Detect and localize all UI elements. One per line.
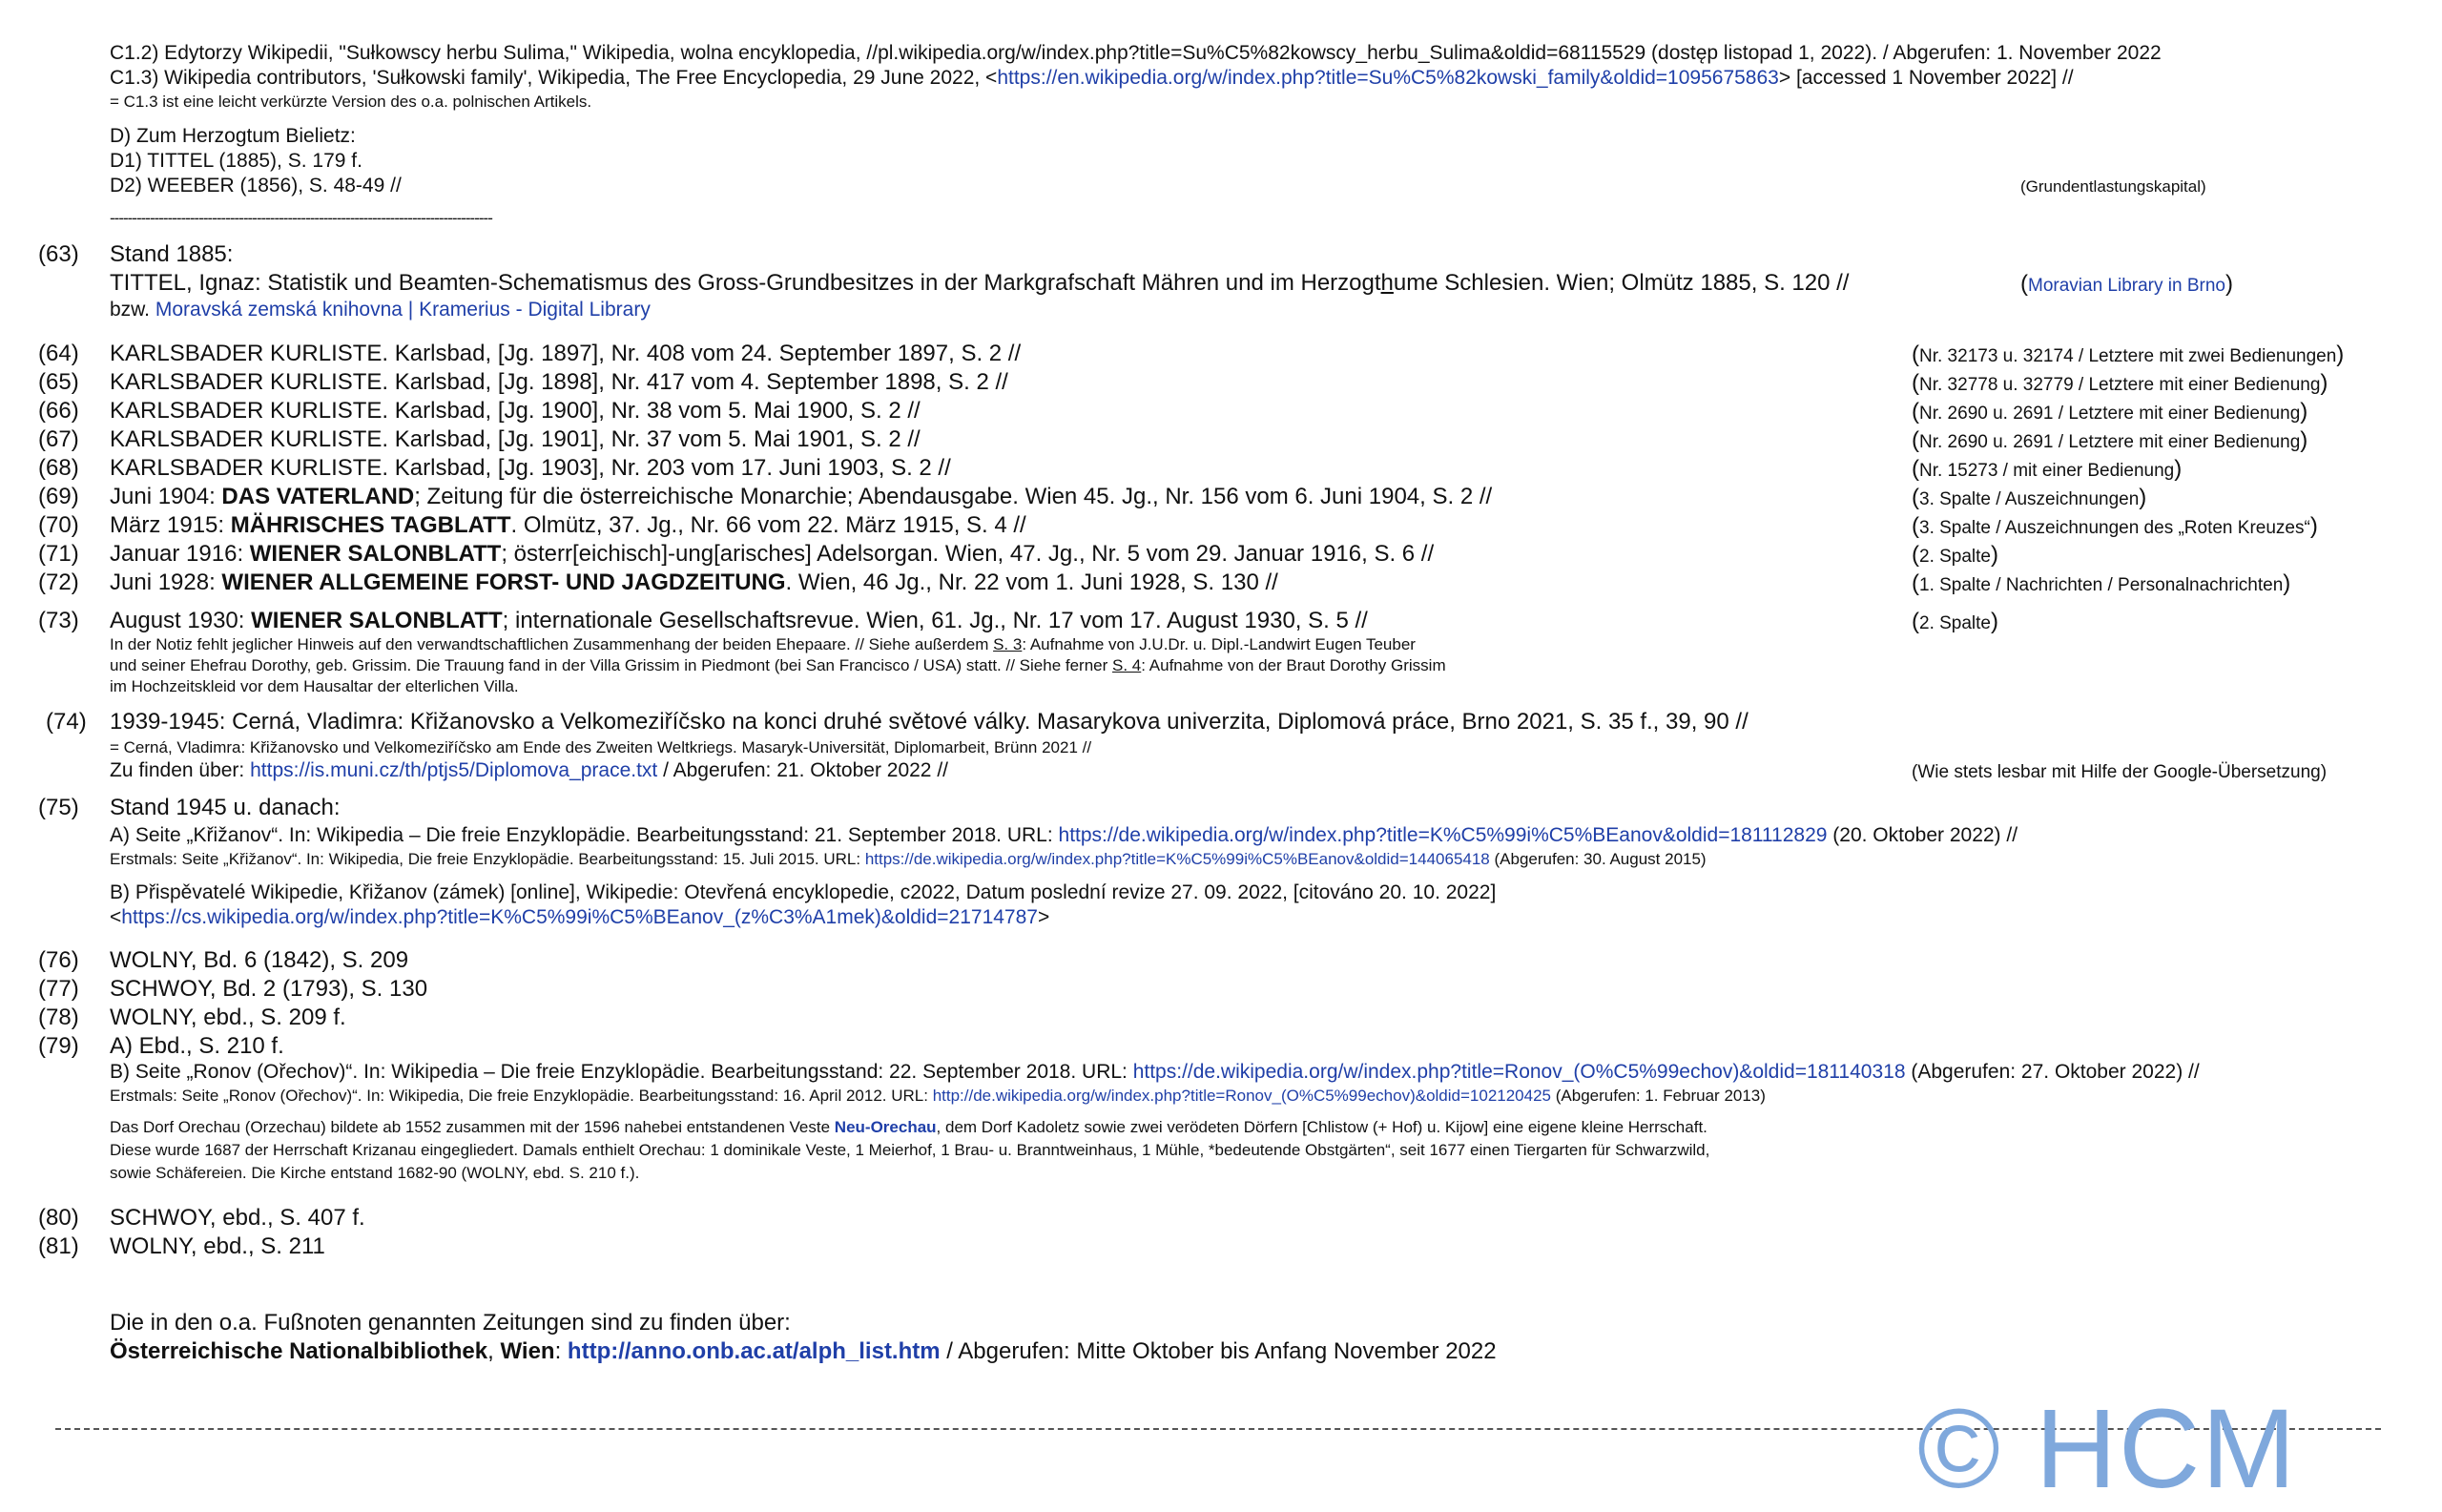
wiki-link-krizanov[interactable]: https://de.wikipedia.org/w/index.php?title=K%C5%99i%C5%BEanov&oldid=181112829 [1058,824,1828,846]
citation-c1-2: C1.2) Edytorzy Wikipedii, "Sułkowscy herbu Sulima," Wikipedia, wolna encyklopedia, //pl.wikipedia.org/w/index.php?title=Su%C5%82kowscy_herbu_Sulima&oldid=68115529 (dostęp listopad 1, 2022). / Abgerufen: 1. November 2022 [110,42,2162,64]
ref-text: Januar 1916: [110,541,250,567]
footnote-text: WOLNY, ebd., S. 209 f. [110,1005,346,1030]
footnote-73 [110,608,1368,634]
find-text: Zu finden über: [110,759,251,781]
footnote-text: WOLNY, ebd., S. 211 [110,1233,325,1259]
footnote-71 [110,541,1434,568]
footnote-79-b2 [110,1087,1766,1106]
ref-text: TITTEL, Ignaz: Statistik und Beamten-Schematismus des Gross-Grundbesitzes in der Markgrafschaft Mähren und im Herzogt [110,270,1381,296]
citation-d2: D2) WEEBER (1856), S. 48-49 // [110,175,402,197]
ref-text: B) Seite „Ronov (Ořechov)“. In: Wikipedia – Die freie Enzyklopädie. Bearbeitungsstand: 22. September 2018. URL: [110,1061,1133,1083]
side-text: Nr. 15273 / mit einer Bedienung [1919,461,2175,481]
ref-text: Erstmals: Seite „Křižanov“. In: Wikipedia, Die freie Enzyklopädie. Bearbeitungsstand: 15. Juli 2015. URL: [110,850,865,868]
side-text: 1. Spalte / Nachrichten / Personalnachrichten [1919,575,2284,595]
footnote-text: SCHWOY, Bd. 2 (1793), S. 130 [110,976,428,1002]
newspaper-title: WIENER SALONBLATT [249,541,502,567]
footnote-text: KARLSBADER KURLISTE. Karlsbad, [Jg. 1900], Nr. 38 vom 5. Mai 1900, S. 2 // [110,398,921,424]
wiki-link-ronov[interactable]: https://de.wikipedia.org/w/index.php?title=Ronov_(O%C5%99echov)&oldid=181140318 [1132,1061,1906,1083]
footnote-73-note [110,656,1446,675]
side-text: Nr. 32173 u. 32174 / Letztere mit zwei Bedienungen [1919,346,2337,366]
footnote-75-b: B) Přispěvatelé Wikipedie, Křižanov (zámek) [online], Wikipedie: Otevřená encyklopedie, c2022, Datum poslední revize 27. 09. 2022, [citováno 20. 10. 2022] [110,881,1497,903]
side-note: (Nr. 15273 / mit einer Bedienung) [1912,456,2183,482]
footnote-63-side [2020,271,2233,298]
ref-text: Juni 1928: [110,570,222,595]
side-note: (2. Spalte) [1912,542,1998,568]
footnote-number: (66) [38,398,79,424]
citation-text: > [accessed 1 November 2022] // [1778,67,2074,89]
footnote-79-para [110,1118,1707,1137]
footnote-text: KARLSBADER KURLISTE. Karlsbad, [Jg. 1898], Nr. 417 vom 4. September 1898, S. 2 // [110,369,1008,395]
bracket: < [110,906,122,928]
page-ref: S. 4 [1112,656,1142,674]
footer-text: / Abgerufen: Mitte Oktober bis Anfang November 2022 [940,1338,1497,1364]
separator: -------------------------------------------------------------------------------------- [110,209,492,227]
footnote-75-b2 [110,906,1049,929]
footnote-74: 1939-1945: Cerná, Vladimra: Křižanovsko a Velkomeziříčsko na konci druhé světové války. Masarykova univerzita, Diplomová práce, Brno 2021, S. 35 f., 39, 90 // [110,709,1749,735]
ref-text: . Wien, 46 Jg., Nr. 22 vom 1. Juni 1928, S. 130 // [785,570,1278,595]
newspaper-title: WIENER ALLGEMEINE FORST- UND JAGDZEITUNG [221,570,786,595]
footnote-75-title: Stand 1945 u. danach: [110,795,341,820]
footnote-number: (80) [38,1205,79,1231]
ref-text: (Abgerufen: 30. August 2015) [1489,850,1707,868]
ref-text: März 1915: [110,512,231,538]
section-d-heading: D) Zum Herzogtum Bielietz: [110,125,356,147]
footnote-text: KARLSBADER KURLISTE. Karlsbad, [Jg. 1897], Nr. 408 vom 24. September 1897, S. 2 // [110,341,1022,366]
footnote-63-ref [110,270,1849,297]
footnote-number: (73) [38,608,79,633]
page-ref: S. 3 [993,635,1023,653]
wiki-link-cs[interactable]: https://cs.wikipedia.org/w/index.php?title=K%C5%99i%C5%BEanov_(z%C3%A1mek)&oldid=21714787 [121,906,1038,928]
footnote-number: (71) [38,541,79,567]
footnote-70 [110,512,1026,539]
footnote-73-note: im Hochzeitskleid vor dem Hausaltar der elterlichen Villa. [110,677,519,695]
ref-text: Erstmals: Seite „Ronov (Ořechov)“. In: Wikipedia, Die freie Enzyklopädie. Bearbeitungsstand: 16. April 2012. URL: [110,1087,933,1105]
footnote-79-b [110,1061,2200,1084]
neu-orechau-link[interactable]: Neu-Orechau [834,1118,937,1136]
newspaper-title: DAS VATERLAND [221,484,415,509]
footer-source [110,1338,1497,1365]
citation-text: C1.3) Wikipedia contributors, 'Sułkowski family', Wikipedia, The Free Encyclopedia, 29 June 2022, < [110,67,998,89]
ref-text: (20. Oktober 2022) // [1827,824,2018,846]
footnote-text: KARLSBADER KURLISTE. Karlsbad, [Jg. 1903], Nr. 203 vom 17. Juni 1903, S. 2 // [110,455,951,481]
anno-link[interactable]: http://anno.onb.ac.at/alph_list.htm [567,1338,941,1364]
footnote-74-side: (Wie stets lesbar mit Hilfe der Google-Übersetzung) [1912,762,2328,782]
muni-link[interactable]: https://is.muni.cz/th/ptjs5/Diplomova_prace.txt [250,759,658,781]
footnote-number: (81) [38,1233,79,1259]
footnote-number: (65) [38,369,79,395]
ref-text: ; österr[eichisch]-ung[arisches] Adelsorgan. Wien, 47. Jg., Nr. 5 vom 29. Januar 1916, S. 6 // [501,541,1435,567]
side-note: (Nr. 32778 u. 32779 / Letztere mit einer Bedienung) [1912,370,2328,396]
moravian-library-link[interactable]: Moravian Library in Brno [2028,276,2225,296]
paren: ) [2225,271,2233,297]
footnote-number: (77) [38,976,79,1002]
footnote-number: (63) [38,241,79,267]
find-text: / Abgerufen: 21. Oktober 2022 // [657,759,948,781]
footnote-79-para: sowie Schäfereien. Die Kirche entstand 1682-90 (WOLNY, ebd. S. 210 f.). [110,1164,640,1182]
footnote-number: (69) [38,484,79,509]
ref-text: ; internationale Gesellschaftsrevue. Wien, 61. Jg., Nr. 17 vom 17. August 1930, S. 5 // [502,608,1368,633]
footnote-72 [110,570,1278,596]
footnote-74-note: = Cerná, Vladimra: Křižanovsko und Velkomeziříčsko am Ende des Zweiten Weltkriegs. Masaryk-Universität, Diplomarbeit, Brünn 2021 // [110,738,1092,756]
footnote-text: SCHWOY, ebd., S. 407 f. [110,1205,365,1231]
citation-d1: D1) TITTEL (1885), S. 179 f. [110,150,362,172]
newspaper-title: WIENER SALONBLATT [251,608,503,633]
paren: ( [2020,271,2028,297]
footnote-69 [110,484,1492,510]
punct: : [554,1338,568,1364]
alt-text: bzw. [110,299,155,321]
footnote-number: (75) [38,795,79,820]
ref-text: Juni 1904: [110,484,222,509]
ref-text: ; Zeitung für die österreichische Monarchie; Abendausgabe. Wien 45. Jg., Nr. 156 vom 6. Juni 1904, S. 2 // [414,484,1493,509]
side-text: Nr. 2690 u. 2691 / Letztere mit einer Bedienung [1919,432,2301,452]
ref-text: (Abgerufen: 1. Februar 2013) [1551,1087,1766,1105]
city-name: Wien [500,1338,555,1364]
footnote-number: (64) [38,341,79,366]
side-note: (Nr. 32173 u. 32174 / Letztere mit zwei Bedienungen) [1912,342,2345,367]
side-text: 2. Spalte [1919,613,1991,633]
ref-text: ume Schlesien. Wien; Olmütz 1885, S. 120 // [1393,270,1850,296]
side-note: (1. Spalte / Nachrichten / Personalnachrichten) [1912,570,2291,596]
punct: , [487,1338,501,1364]
ref-text: h [1380,270,1394,296]
wiki-link-en[interactable]: https://en.wikipedia.org/w/index.php?title=Su%C5%82kowski_family&oldid=1095675863 [997,67,1779,89]
note-text: In der Notiz fehlt jeglicher Hinweis auf den verwandtschaftlichen Zusammenhang der beiden Ehepaare. // Siehe außerdem [110,635,994,653]
footnote-75-a2 [110,850,1707,869]
bracket: > [1037,906,1050,928]
side-note: (2. Spalte) [1912,609,1998,634]
footnote-number: (78) [38,1005,79,1030]
newspaper-title: MÄHRISCHES TAGBLATT [230,512,511,538]
footnote-text: WOLNY, Bd. 6 (1842), S. 209 [110,947,409,973]
footnote-number: (72) [38,570,79,595]
footnote-75-a [110,824,2018,847]
footnote-number: (74) [46,709,87,735]
copyright-watermark: © HCM [1917,1386,2298,1512]
citation-c1-3 [110,67,2074,90]
footnote-number: (70) [38,512,79,538]
footnote-79-para: Diese wurde 1687 der Herrschaft Krizanau eingegliedert. Damals enthielt Orechau: 1 dominikale Veste, 1 Meierhof, 1 Brau- u. Branntweinhaus, 1 Mühle, *bedeutende Obstgärten“, seit 1677 einen Tiergarten für Schwarzwild, [110,1141,1710,1159]
side-text: 2. Spalte [1919,547,1991,567]
para-text: Das Dorf Orechau (Orzechau) bildete ab 1552 zusammen mit der 1596 nahebei entstandenen Veste [110,1118,835,1136]
wiki-link-ronov-old[interactable]: http://de.wikipedia.org/w/index.php?title=Ronov_(O%C5%99echov)&oldid=102120425 [932,1087,1552,1105]
footnote-74-find [110,759,948,782]
footer-note: Die in den o.a. Fußnoten genannten Zeitungen sind zu finden über: [110,1310,791,1336]
footnote-text: A) Ebd., S. 210 f. [110,1033,284,1059]
footnote-63-title: Stand 1885: [110,241,234,267]
footnote-73-note [110,635,1416,654]
wiki-link-krizanov-old[interactable]: https://de.wikipedia.org/w/index.php?title=K%C5%99i%C5%BEanov&oldid=144065418 [864,850,1490,868]
side-text: 3. Spalte / Auszeichnungen des „Roten Kreuzes“ [1919,518,2310,538]
footnote-63-alt [110,299,651,321]
side-text: Nr. 2690 u. 2691 / Letztere mit einer Bedienung [1919,404,2301,424]
library-name: Österreichische Nationalbibliothek [110,1338,488,1364]
side-note: (3. Spalte / Auszeichnungen des „Roten Kreuzes“) [1912,513,2318,539]
footnote-number: (76) [38,947,79,973]
note-text: und seiner Ehefrau Dorothy, geb. Grissim. Die Trauung fand in der Villa Grissim in Piedmont (bei San Francisco / USA) statt. // Siehe ferner [110,656,1113,674]
side-note: (Nr. 2690 u. 2691 / Letztere mit einer Bedienung) [1912,427,2308,453]
side-note: (3. Spalte / Auszeichnungen) [1912,485,2147,510]
side-note: (Nr. 2690 u. 2691 / Letztere mit einer Bedienung) [1912,399,2308,425]
note-text: : Aufnahme von J.U.Dr. u. Dipl.-Landwirt Eugen Teuber [1022,635,1416,653]
ref-text: August 1930: [110,608,252,633]
footnote-text: KARLSBADER KURLISTE. Karlsbad, [Jg. 1901], Nr. 37 vom 5. Mai 1901, S. 2 // [110,426,921,452]
ref-text: (Abgerufen: 27. Oktober 2022) // [1905,1061,2200,1083]
footnote-number: (67) [38,426,79,452]
side-note-d: (Grundentlastungskapital) [2020,177,2206,196]
side-text: 3. Spalte / Auszeichnungen [1919,489,2140,509]
ref-text: . Olmütz, 37. Jg., Nr. 66 vom 22. März 1915, S. 4 // [510,512,1026,538]
note-text: : Aufnahme von der Braut Dorothy Grissim [1141,656,1446,674]
ref-text: A) Seite „Křižanov“. In: Wikipedia – Die freie Enzyklopädie. Bearbeitungsstand: 21. September 2018. URL: [110,824,1059,846]
side-text: Nr. 32778 u. 32779 / Letztere mit einer Bedienung [1919,375,2321,395]
para-text: , dem Dorf Kadoletz sowie zwei verödeten Dörfern [Chlistow (+ Hof) u. Kijow] eine eigene kleine Herrschaft. [936,1118,1707,1136]
note-c1-3: = C1.3 ist eine leicht verkürzte Version des o.a. polnischen Artikels. [110,93,592,111]
footnote-number: (79) [38,1033,79,1059]
footnote-number: (68) [38,455,79,481]
kramerius-link[interactable]: Moravská zemská knihovna | Kramerius - Digital Library [155,299,651,321]
